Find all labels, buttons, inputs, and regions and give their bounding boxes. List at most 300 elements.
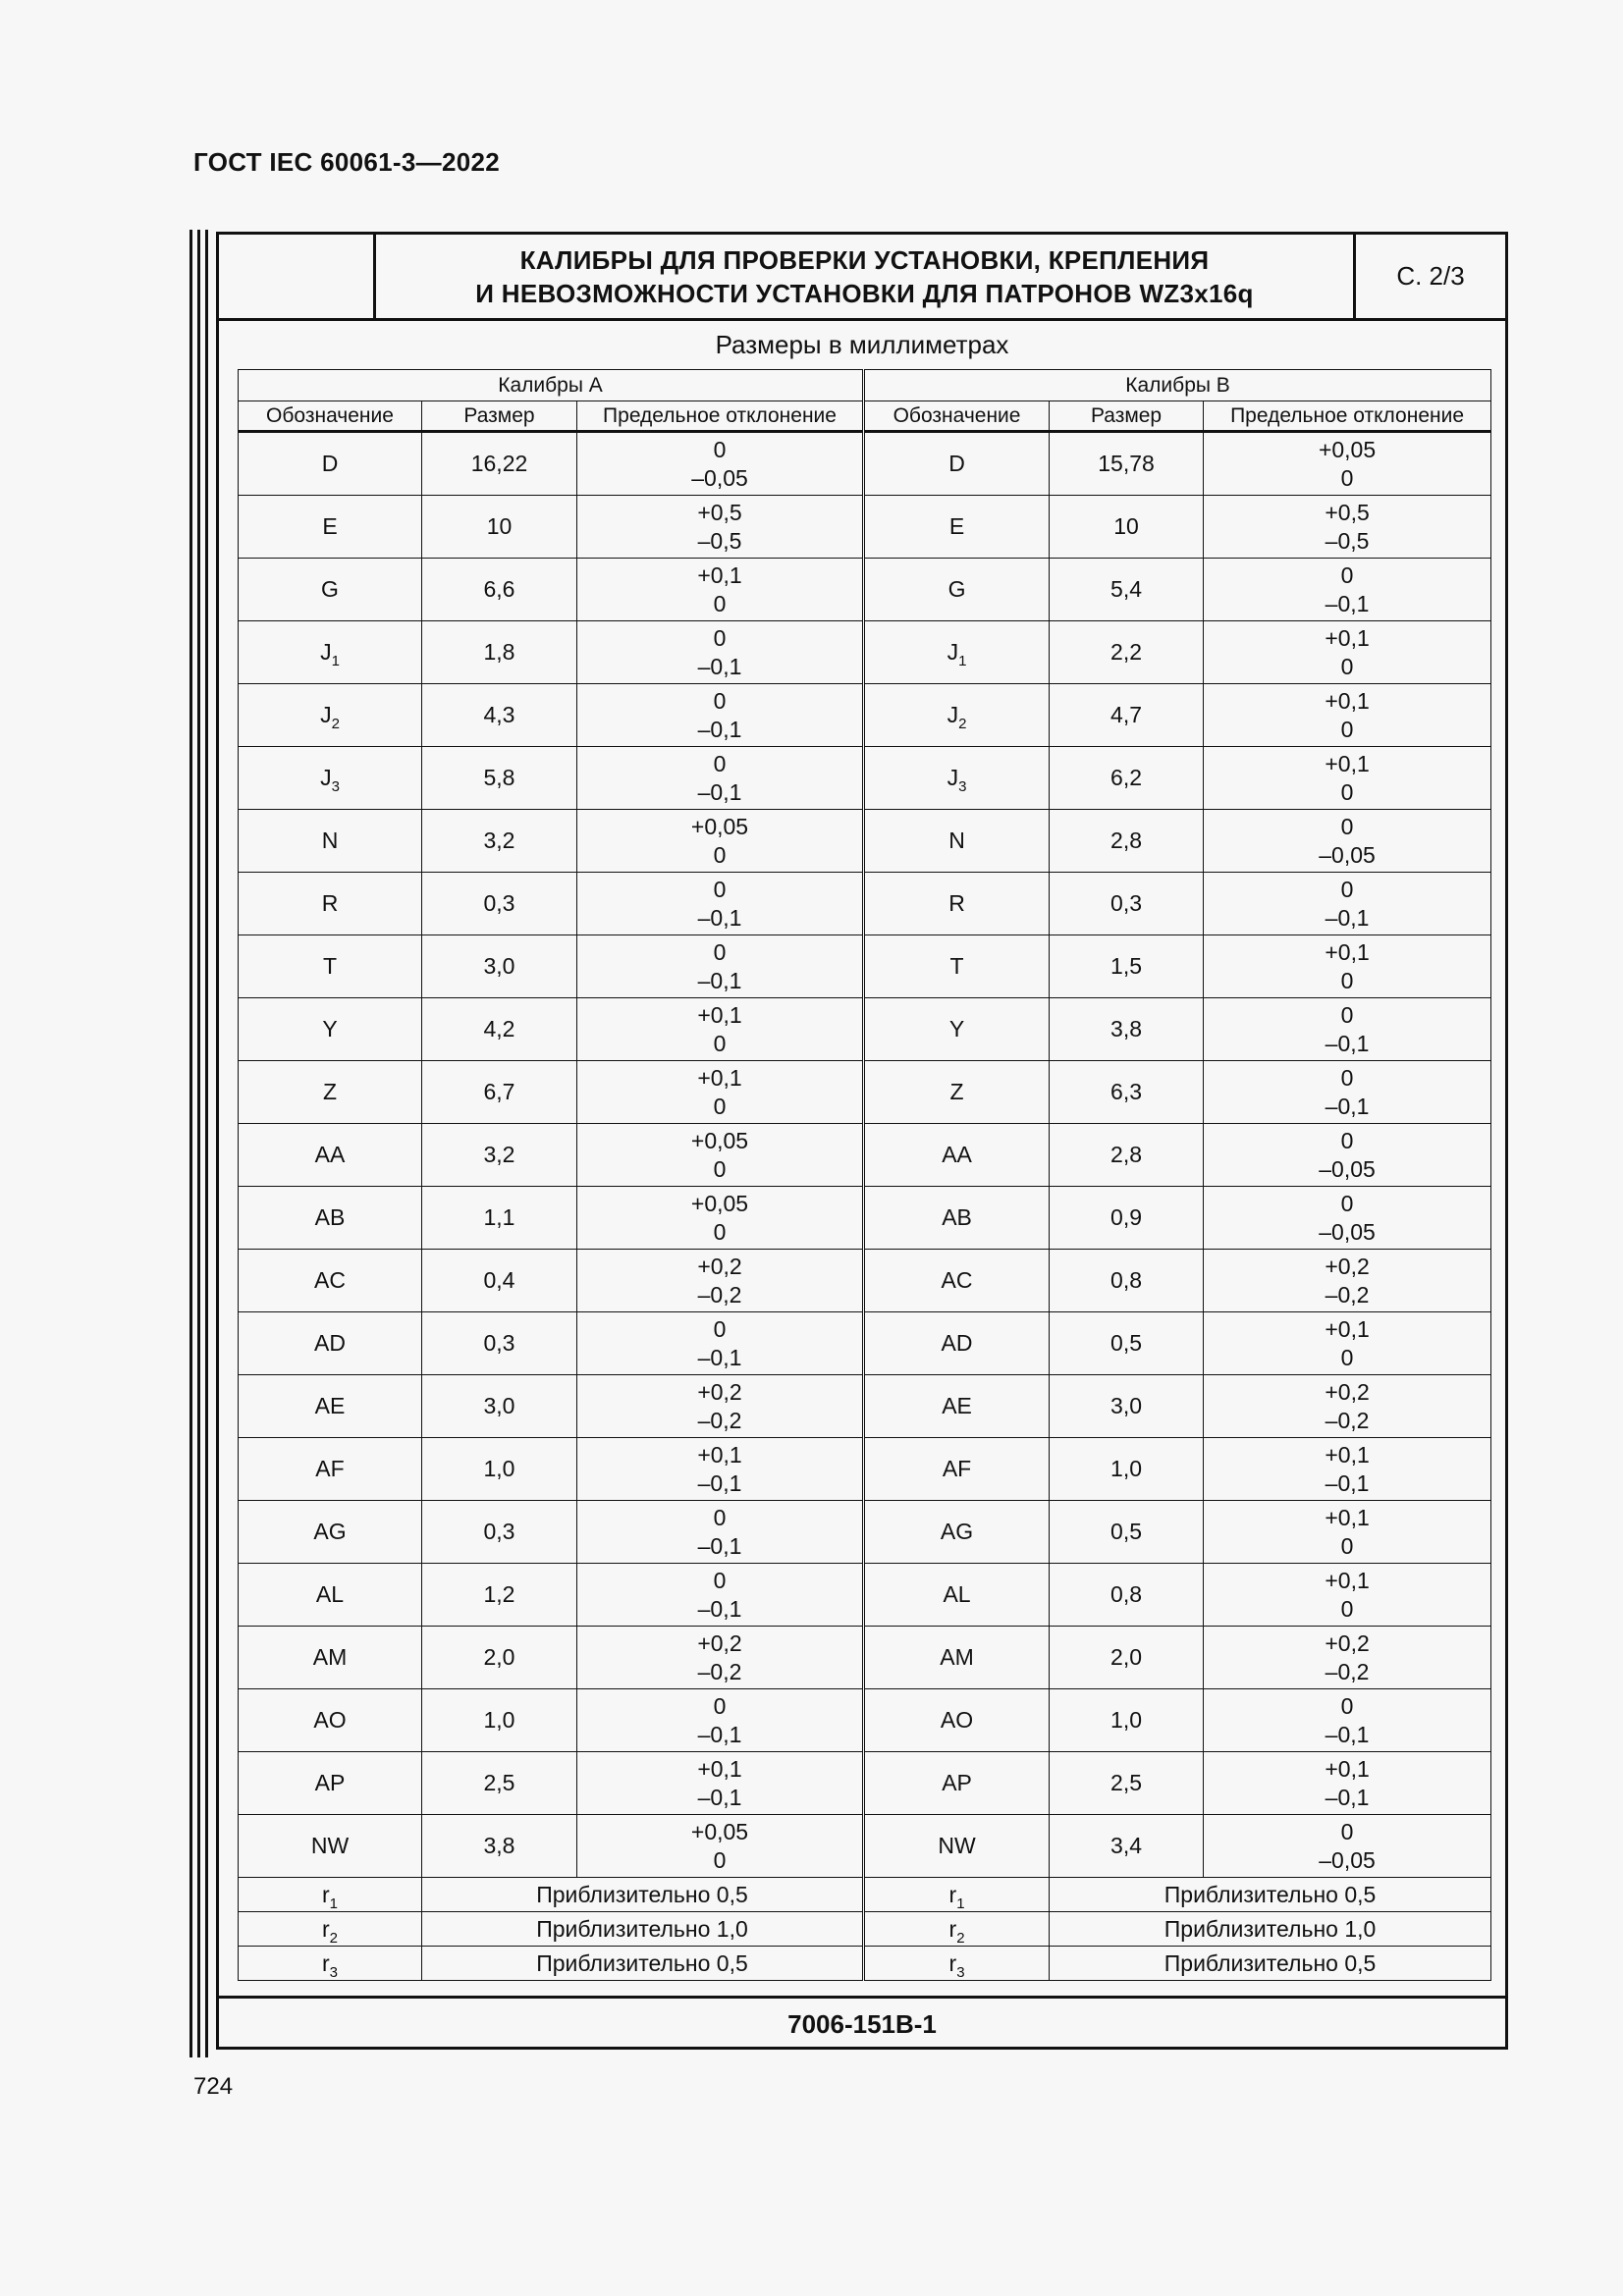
lower-deviation: –0,05 [1319, 841, 1376, 868]
designation-symbol: G [947, 576, 966, 602]
tolerance-cell [1204, 1061, 1491, 1124]
tolerance-cell [1204, 559, 1491, 621]
upper-deviation: +0,2 [1325, 1378, 1370, 1405]
tolerance-cell [577, 1815, 864, 1878]
upper-deviation: +0,1 [697, 1064, 742, 1091]
upper-deviation: 0 [713, 876, 727, 902]
upper-deviation: 0 [1340, 1064, 1354, 1091]
designation-cell [239, 935, 422, 998]
designation-cell [864, 998, 1050, 1061]
upper-deviation: +0,05 [1318, 436, 1377, 462]
designation-cell [864, 1752, 1050, 1815]
size-cell: 4,3 [422, 684, 577, 747]
upper-deviation: 0 [713, 1504, 727, 1530]
designation-symbol: AC [941, 1267, 973, 1293]
designation-symbol: N [321, 828, 339, 853]
upper-deviation: 0 [713, 624, 727, 651]
designation-subscript: 3 [958, 778, 967, 795]
tolerance-cell [1204, 1438, 1491, 1501]
lower-deviation: 0 [1340, 1344, 1354, 1370]
designation-cell [864, 1564, 1050, 1627]
designation-symbol: r [321, 1882, 330, 1907]
table-row [239, 621, 1491, 684]
designation-symbol: N [948, 828, 965, 853]
group-header-gauges-b: Калибры В [864, 370, 1491, 401]
designation-symbol: Z [322, 1079, 338, 1104]
size-cell: 10 [422, 496, 577, 559]
lower-deviation: 0 [713, 1218, 727, 1245]
designation-cell [239, 684, 422, 747]
designation-symbol: AC [314, 1267, 346, 1293]
designation-symbol: AE [942, 1393, 972, 1418]
column-header-designation: Обозначение [864, 401, 1050, 432]
upper-deviation: +0,05 [690, 813, 749, 839]
tolerance-cell [577, 1124, 864, 1187]
designation-symbol: AD [314, 1330, 346, 1356]
upper-deviation: +0,2 [1325, 1629, 1370, 1656]
designation-symbol: AL [315, 1581, 345, 1607]
size-cell: 3,0 [1050, 1375, 1204, 1438]
designation-symbol: R [948, 890, 965, 916]
size-cell: 6,6 [422, 559, 577, 621]
designation-symbol: AO [313, 1707, 347, 1733]
lower-deviation: –0,2 [697, 1658, 742, 1684]
tolerance-cell [1204, 1689, 1491, 1752]
upper-deviation: +0,1 [697, 1441, 742, 1468]
size-cell: 3,8 [1050, 998, 1204, 1061]
designation-cell [239, 1947, 422, 1981]
tolerance-cell [577, 998, 864, 1061]
designation-symbol: AE [314, 1393, 346, 1418]
lower-deviation: –0,1 [697, 778, 742, 805]
upper-deviation: 0 [713, 750, 727, 776]
designation-symbol: Y [322, 1016, 338, 1041]
designation-cell [239, 998, 422, 1061]
lower-deviation: –0,1 [697, 1469, 742, 1496]
size-cell: 0,5 [1050, 1501, 1204, 1564]
tolerance-cell [577, 1250, 864, 1312]
size-cell: 1,0 [422, 1438, 577, 1501]
table-row [239, 1250, 1491, 1312]
designation-symbol: AD [941, 1330, 973, 1356]
lower-deviation: –0,1 [1325, 1784, 1370, 1810]
designation-symbol: J [320, 639, 332, 665]
lower-deviation: –0,1 [697, 653, 742, 679]
size-cell: 3,0 [422, 935, 577, 998]
designation-cell [239, 1752, 422, 1815]
radius-value-cell: Приблизительно 0,5 [1050, 1878, 1491, 1912]
tolerance-cell [577, 432, 864, 496]
radius-value-cell: Приблизительно 0,5 [422, 1947, 864, 1981]
lower-deviation: –0,1 [1325, 1721, 1370, 1747]
radius-value-cell: Приблизительно 1,0 [422, 1912, 864, 1947]
size-cell: 0,3 [422, 1501, 577, 1564]
size-cell: 6,7 [422, 1061, 577, 1124]
table-row [239, 873, 1491, 935]
tolerance-cell [1204, 1815, 1491, 1878]
designation-symbol: AB [942, 1204, 972, 1230]
designation-symbol: Z [949, 1079, 964, 1104]
upper-deviation: 0 [1340, 1818, 1354, 1844]
designation-cell [239, 1815, 422, 1878]
table-row [239, 1501, 1491, 1564]
lower-deviation: 0 [1340, 778, 1354, 805]
size-cell: 3,4 [1050, 1815, 1204, 1878]
lower-deviation: –0,2 [1325, 1407, 1370, 1433]
size-cell: 0,3 [422, 873, 577, 935]
upper-deviation: +0,1 [1325, 687, 1370, 714]
designation-cell [239, 1878, 422, 1912]
designation-cell [239, 1912, 422, 1947]
designation-symbol: NW [310, 1833, 350, 1858]
upper-deviation: 0 [713, 1692, 727, 1719]
size-cell: 3,2 [422, 810, 577, 873]
designation-symbol: Y [948, 1016, 965, 1041]
upper-deviation: 0 [713, 436, 727, 462]
designation-subscript: 1 [956, 1896, 965, 1912]
tolerance-cell [577, 684, 864, 747]
table-row [239, 1878, 1491, 1912]
designation-cell [864, 1124, 1050, 1187]
lower-deviation: –0,05 [691, 464, 748, 491]
size-cell: 1,0 [422, 1689, 577, 1752]
tolerance-cell [1204, 935, 1491, 998]
designation-cell [864, 1912, 1050, 1947]
lower-deviation: –0,1 [697, 1784, 742, 1810]
tolerance-cell [577, 873, 864, 935]
upper-deviation: +0,2 [697, 1378, 742, 1405]
designation-symbol: AM [940, 1644, 974, 1670]
tolerance-cell [1204, 1124, 1491, 1187]
tolerance-cell [577, 496, 864, 559]
margin-rule [189, 230, 192, 2057]
designation-symbol: E [322, 513, 338, 539]
drawing-sheet-frame [216, 232, 1508, 2050]
designation-cell [239, 810, 422, 873]
lower-deviation: –0,2 [697, 1407, 742, 1433]
size-cell: 2,8 [1050, 1124, 1204, 1187]
designation-cell [864, 935, 1050, 998]
tolerance-cell [577, 1438, 864, 1501]
sheet-page-ref: С. 2/3 [1396, 261, 1465, 291]
size-cell: 1,8 [422, 621, 577, 684]
upper-deviation: 0 [713, 687, 727, 714]
designation-symbol: D [948, 451, 965, 476]
column-header-tolerance: Предельное отклонение [1204, 401, 1491, 432]
table-row [239, 1061, 1491, 1124]
tolerance-cell [577, 747, 864, 810]
radius-value-cell: Приблизительно 0,5 [1050, 1947, 1491, 1981]
size-cell: 2,0 [1050, 1627, 1204, 1689]
designation-symbol: AL [943, 1581, 971, 1607]
table-row [239, 1815, 1491, 1878]
designation-symbol: R [321, 890, 339, 916]
designation-symbol: J [947, 639, 959, 665]
designation-symbol: AG [940, 1519, 974, 1544]
size-cell: 0,5 [1050, 1312, 1204, 1375]
lower-deviation: –0,1 [697, 967, 742, 993]
lower-deviation: 0 [713, 841, 727, 868]
upper-deviation: +0,1 [1325, 1315, 1370, 1342]
upper-deviation: +0,5 [1325, 499, 1370, 525]
column-header-size: Размер [422, 401, 577, 432]
designation-cell [239, 1061, 422, 1124]
lower-deviation: –0,1 [697, 1344, 742, 1370]
designation-symbol: AP [942, 1770, 972, 1795]
sheet-title-line-2: И НЕВОЗМОЖНОСТИ УСТАНОВКИ ДЛЯ ПАТРОНОВ WZ3x16q [475, 278, 1254, 308]
designation-cell [864, 432, 1050, 496]
size-cell: 6,3 [1050, 1061, 1204, 1124]
designation-symbol: J [947, 765, 959, 790]
upper-deviation: 0 [1340, 1127, 1354, 1153]
designation-symbol: T [322, 953, 338, 979]
tolerance-cell [577, 1312, 864, 1375]
size-cell: 0,8 [1050, 1564, 1204, 1627]
size-cell: 3,8 [422, 1815, 577, 1878]
upper-deviation: +0,1 [1325, 624, 1370, 651]
lower-deviation: 0 [713, 1155, 727, 1182]
designation-cell [239, 1438, 422, 1501]
designation-subscript: 2 [331, 716, 340, 732]
tolerance-cell [1204, 1501, 1491, 1564]
upper-deviation: +0,2 [1325, 1253, 1370, 1279]
table-row [239, 1375, 1491, 1438]
lower-deviation: –0,1 [1325, 1093, 1370, 1119]
lower-deviation: –0,5 [1325, 527, 1370, 554]
sheet-title-line-1: КАЛИБРЫ ДЛЯ ПРОВЕРКИ УСТАНОВКИ, КРЕПЛЕНИЯ [519, 244, 1210, 275]
lower-deviation: –0,5 [697, 527, 742, 554]
size-cell: 2,8 [1050, 810, 1204, 873]
upper-deviation: +0,2 [697, 1253, 742, 1279]
upper-deviation: 0 [1340, 876, 1354, 902]
designation-subscript: 1 [329, 1896, 338, 1912]
column-header-size: Размер [1050, 401, 1204, 432]
designation-symbol: r [948, 1916, 957, 1942]
designation-cell [239, 873, 422, 935]
designation-cell [864, 1250, 1050, 1312]
upper-deviation: +0,1 [697, 1755, 742, 1782]
lower-deviation: –0,1 [1325, 904, 1370, 931]
table-row [239, 496, 1491, 559]
upper-deviation: +0,1 [1325, 1567, 1370, 1593]
upper-deviation: +0,1 [697, 1001, 742, 1028]
designation-cell [864, 1187, 1050, 1250]
upper-deviation: +0,5 [697, 499, 742, 525]
designation-cell [864, 747, 1050, 810]
designation-subscript: 2 [329, 1930, 338, 1947]
upper-deviation: 0 [1340, 561, 1354, 588]
designation-cell [239, 621, 422, 684]
tolerance-cell [577, 1752, 864, 1815]
tolerance-cell [1204, 1375, 1491, 1438]
upper-deviation: 0 [713, 1315, 727, 1342]
upper-deviation: +0,1 [1325, 938, 1370, 965]
tolerance-cell [1204, 496, 1491, 559]
column-header-designation: Обозначение [239, 401, 422, 432]
upper-deviation: +0,1 [1325, 750, 1370, 776]
upper-deviation: +0,05 [690, 1818, 749, 1844]
table-row [239, 1312, 1491, 1375]
tolerance-cell [577, 1187, 864, 1250]
table-row [239, 1124, 1491, 1187]
designation-cell [239, 1187, 422, 1250]
upper-deviation: 0 [1340, 1190, 1354, 1216]
size-cell: 4,2 [422, 998, 577, 1061]
size-cell: 2,2 [1050, 621, 1204, 684]
tolerance-cell [577, 1564, 864, 1627]
designation-cell [864, 1627, 1050, 1689]
upper-deviation: +0,05 [690, 1127, 749, 1153]
size-cell: 5,8 [422, 747, 577, 810]
table-row [239, 1627, 1491, 1689]
designation-cell [239, 1124, 422, 1187]
upper-deviation: 0 [713, 938, 727, 965]
tolerance-cell [1204, 998, 1491, 1061]
table-row [239, 559, 1491, 621]
tolerance-cell [1204, 1250, 1491, 1312]
designation-symbol: G [321, 576, 339, 602]
document-standard-header: ГОСТ IEC 60061-3—2022 [193, 147, 500, 177]
size-cell: 4,7 [1050, 684, 1204, 747]
designation-symbol: AF [315, 1456, 345, 1481]
designation-symbol: J [947, 702, 959, 727]
sheet-code: 7006-151B-1 [219, 1996, 1505, 2050]
lower-deviation: 0 [1340, 653, 1354, 679]
designation-cell [239, 1627, 422, 1689]
lower-deviation: –0,1 [697, 716, 742, 742]
designation-cell [864, 1815, 1050, 1878]
tolerance-cell [577, 810, 864, 873]
designation-cell [239, 1689, 422, 1752]
designation-cell [864, 1438, 1050, 1501]
upper-deviation: 0 [713, 1567, 727, 1593]
size-cell: 2,5 [422, 1752, 577, 1815]
size-cell: 6,2 [1050, 747, 1204, 810]
tolerance-cell [1204, 747, 1491, 810]
designation-cell [239, 1501, 422, 1564]
table-row [239, 1438, 1491, 1501]
size-cell: 1,0 [1050, 1689, 1204, 1752]
size-cell: 5,4 [1050, 559, 1204, 621]
lower-deviation: –0,2 [1325, 1658, 1370, 1684]
tolerance-cell [1204, 1564, 1491, 1627]
tolerance-cell [577, 621, 864, 684]
designation-cell [864, 1878, 1050, 1912]
designation-cell [864, 810, 1050, 873]
designation-subscript: 2 [956, 1930, 965, 1947]
lower-deviation: 0 [1340, 967, 1354, 993]
table-row [239, 684, 1491, 747]
designation-symbol: AM [312, 1644, 348, 1670]
margin-rule [205, 230, 208, 2057]
lower-deviation: –0,1 [1325, 1469, 1370, 1496]
designation-cell [864, 496, 1050, 559]
tolerance-cell [577, 559, 864, 621]
designation-subscript: 3 [956, 1964, 965, 1981]
tolerance-cell [577, 1061, 864, 1124]
designation-symbol: D [321, 451, 339, 476]
size-cell: 10 [1050, 496, 1204, 559]
designation-cell [864, 1061, 1050, 1124]
designation-cell [239, 1375, 422, 1438]
designation-cell [239, 1312, 422, 1375]
designation-cell [864, 1689, 1050, 1752]
designation-cell [864, 1501, 1050, 1564]
designation-subscript: 3 [331, 778, 340, 795]
tolerance-cell [1204, 621, 1491, 684]
size-cell: 1,0 [1050, 1438, 1204, 1501]
designation-symbol: r [321, 1950, 330, 1976]
designation-symbol: AA [314, 1142, 346, 1167]
upper-deviation: +0,1 [697, 561, 742, 588]
designation-subscript: 3 [329, 1964, 338, 1981]
tolerance-cell [577, 1375, 864, 1438]
designation-cell [864, 1375, 1050, 1438]
size-cell: 1,1 [422, 1187, 577, 1250]
lower-deviation: –0,2 [697, 1281, 742, 1308]
size-cell: 0,3 [422, 1312, 577, 1375]
tolerance-cell [1204, 873, 1491, 935]
designation-symbol: AF [942, 1456, 972, 1481]
lower-deviation: 0 [713, 1093, 727, 1119]
table-row [239, 432, 1491, 496]
upper-deviation: +0,05 [690, 1190, 749, 1216]
size-cell: 0,3 [1050, 873, 1204, 935]
designation-cell [864, 621, 1050, 684]
designation-cell [864, 559, 1050, 621]
lower-deviation: 0 [1340, 1595, 1354, 1622]
tolerance-cell [1204, 684, 1491, 747]
designation-symbol: r [948, 1950, 957, 1976]
tolerance-cell [577, 935, 864, 998]
table-row [239, 998, 1491, 1061]
size-cell: 3,0 [422, 1375, 577, 1438]
lower-deviation: 0 [713, 1846, 727, 1873]
upper-deviation: +0,1 [1325, 1504, 1370, 1530]
designation-symbol: r [948, 1882, 957, 1907]
table-row [239, 1947, 1491, 1981]
size-cell: 1,5 [1050, 935, 1204, 998]
designation-symbol: J [320, 702, 332, 727]
title-block [219, 235, 1505, 321]
lower-deviation: –0,1 [697, 1721, 742, 1747]
size-cell: 15,78 [1050, 432, 1204, 496]
table-row [239, 1752, 1491, 1815]
designation-subscript: 1 [958, 653, 967, 669]
designation-cell [864, 684, 1050, 747]
table-row [239, 1689, 1491, 1752]
size-cell: 3,2 [422, 1124, 577, 1187]
designation-symbol: NW [938, 1833, 976, 1858]
designation-cell [239, 1250, 422, 1312]
tolerance-cell [1204, 1627, 1491, 1689]
upper-deviation: 0 [1340, 813, 1354, 839]
size-cell: 2,0 [422, 1627, 577, 1689]
table-row [239, 1187, 1491, 1250]
lower-deviation: –0,1 [697, 1532, 742, 1559]
sheet-title [376, 235, 1356, 318]
table-row [239, 810, 1491, 873]
tolerance-cell [1204, 1752, 1491, 1815]
designation-symbol: AB [314, 1204, 346, 1230]
designation-symbol: AG [313, 1519, 347, 1544]
designation-symbol: AA [942, 1142, 972, 1167]
lower-deviation: –0,05 [1319, 1846, 1376, 1873]
lower-deviation: 0 [1340, 1532, 1354, 1559]
tolerance-cell [577, 1627, 864, 1689]
tolerance-cell [1204, 1312, 1491, 1375]
size-cell: 2,5 [1050, 1752, 1204, 1815]
